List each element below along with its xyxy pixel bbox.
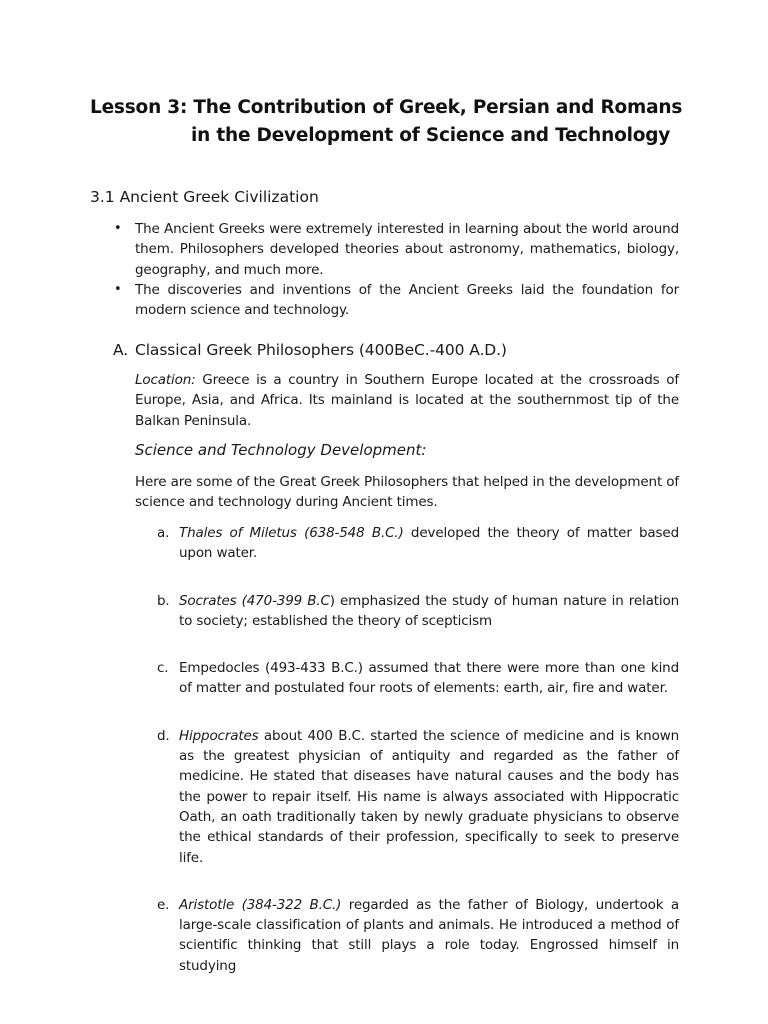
philosopher-name: Socrates (470-399 B.C bbox=[179, 592, 330, 609]
philosopher-name: Aristotle (384-322 B.C.) bbox=[179, 896, 342, 913]
subsection-heading bbox=[113, 339, 507, 361]
item-marker: d. bbox=[157, 727, 170, 744]
subsection-title: Classical Greek Philosophers (400BeC.-400 A.D.) bbox=[135, 341, 507, 359]
location-text: Greece is a country in Southern Europe located at the crossroads of Europe, Asia, and Africa. Its mainland is located at the southernmost tip of the Balkan Peninsula. bbox=[135, 372, 679, 429]
list-item bbox=[157, 658, 679, 699]
philosopher-text: Empedocles (493-433 B.C.) assumed that there were more than one kind of matter and postulated four roots of elements: earth, air, fire and water. bbox=[179, 660, 679, 697]
location-paragraph bbox=[135, 370, 679, 431]
development-heading: Science and Technology Development: bbox=[135, 441, 427, 459]
philosopher-text: regarded as the father of Biology, undertook a large-scale classification of plants and animals. He introduced a method of scientific thinking that still plays a role today. Engrossed himself in studying bbox=[179, 896, 679, 974]
location-label: Location: bbox=[135, 372, 196, 388]
section-heading: 3.1 Ancient Greek Civilization bbox=[90, 188, 319, 206]
intro-paragraph: Here are some of the Great Greek Philosophers that helped in the development of science and technology during Ancient times. bbox=[135, 474, 679, 511]
lesson-title bbox=[90, 94, 710, 150]
philosopher-name: Hippocrates bbox=[179, 727, 259, 744]
list-item bbox=[157, 895, 679, 976]
item-marker: c. bbox=[157, 660, 169, 677]
list-item bbox=[157, 726, 679, 868]
list-item bbox=[157, 591, 679, 632]
bullet-list bbox=[113, 219, 679, 320]
subsection-marker: A. bbox=[113, 341, 129, 359]
list-item bbox=[157, 523, 679, 564]
item-marker: b. bbox=[157, 592, 170, 609]
lesson-title-line-1: Lesson 3: The Contribution of Greek, Persian and Romans bbox=[90, 97, 683, 118]
item-marker: a. bbox=[157, 525, 170, 541]
philosopher-text: ) emphasized the study of human nature in relation to society; established the theory of scepticism bbox=[179, 592, 679, 629]
philosopher-name: Thales of Miletus (638-548 B.C.) bbox=[179, 525, 404, 541]
item-marker: e. bbox=[157, 896, 170, 913]
philosopher-text: about 400 B.C. started the science of medicine and is known as the greatest physician of antiquity and regarded as the father of medicine. He stated that diseases have natural causes and the body has the power to repair itself. His name is always associated with Hippocratic Oath, an oath traditionally taken by newly graduate physicians to observe the ethical standards of their profession, specifically to seek to preserve life. bbox=[179, 727, 679, 866]
philosopher-list bbox=[157, 523, 679, 976]
bullet-item: • The Ancient Greeks were extremely interested in learning about the world around them. Philosophers developed theories about astronomy, mathematics, biology, geography, and much more. bbox=[113, 219, 679, 280]
bullet-item: • The discoveries and inventions of the Ancient Greeks laid the foundation for modern science and technology. bbox=[113, 280, 679, 321]
philosopher-text: developed the theory of matter based upon water. bbox=[179, 525, 680, 562]
lesson-title-line-2: in the Development of Science and Technology bbox=[191, 125, 671, 146]
